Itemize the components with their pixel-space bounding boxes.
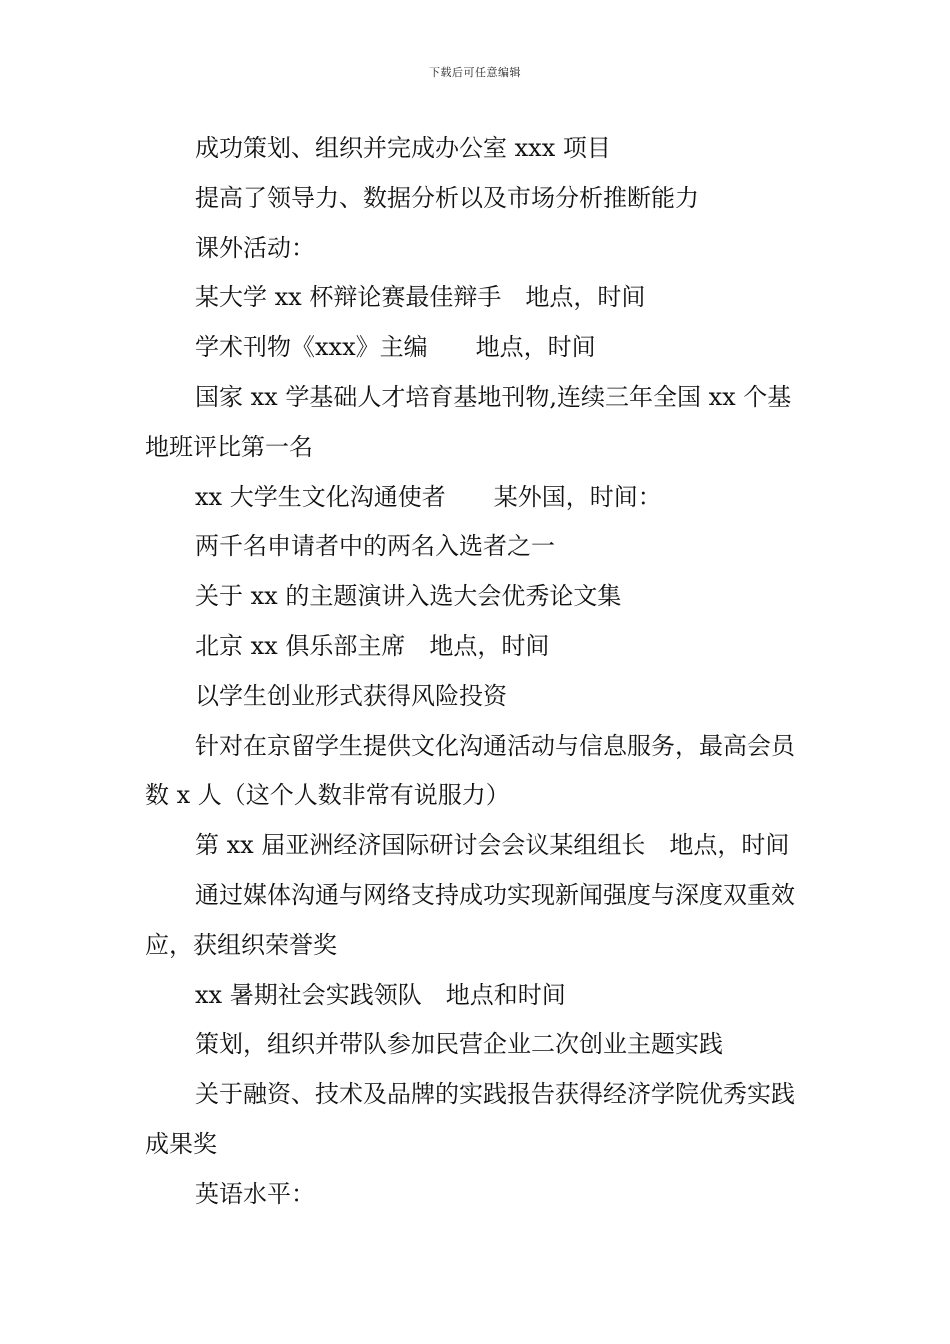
paragraph: xx 暑期社会实践领队 地点和时间 bbox=[195, 980, 566, 1009]
paragraph: 两千名申请者中的两名入选者之一 bbox=[195, 532, 555, 561]
page-header-note: 下载后可任意编辑 bbox=[429, 66, 521, 79]
section-heading-extracurricular: 课外活动： bbox=[195, 233, 315, 262]
paragraph: xx 大学生文化沟通使者 某外国，时间： bbox=[195, 482, 662, 511]
paragraph: 以学生创业形式获得风险投资 bbox=[195, 681, 507, 710]
paragraph: 国家 xx 学基础人才培育基地刊物,连续三年全国 xx 个基地班评比第一名 bbox=[145, 382, 792, 461]
paragraph: 学术刊物《xxx》主编 地点，时间 bbox=[195, 333, 596, 362]
paragraph: 策划，组织并带队参加民营企业二次创业主题实践 bbox=[195, 1030, 723, 1059]
paragraph: 关于 xx 的主题演讲入选大会优秀论文集 bbox=[195, 582, 622, 611]
paragraph: 针对在京留学生提供文化沟通活动与信息服务，最高会员数 x 人（这个人数非常有说服力） bbox=[145, 731, 795, 810]
document-body bbox=[145, 124, 810, 1220]
paragraph: 第 xx 届亚洲经济国际研讨会会议某组组长 地点，时间 bbox=[195, 831, 790, 860]
section-heading-english-level: 英语水平： bbox=[195, 1179, 315, 1208]
paragraph: 通过媒体沟通与网络支持成功实现新闻强度与深度双重效应，获组织荣誉奖 bbox=[145, 880, 795, 959]
paragraph: 关于融资、技术及品牌的实践报告获得经济学院优秀实践成果奖 bbox=[145, 1080, 795, 1158]
paragraph: 某大学 xx 杯辩论赛最佳辩手 地点，时间 bbox=[195, 283, 646, 312]
paragraph: 提高了领导力、数据分析以及市场分析推断能力 bbox=[195, 183, 699, 212]
paragraph: 成功策划、组织并完成办公室 xxx 项目 bbox=[195, 134, 611, 162]
paragraph: 北京 xx 俱乐部主席 地点，时间 bbox=[195, 631, 550, 660]
